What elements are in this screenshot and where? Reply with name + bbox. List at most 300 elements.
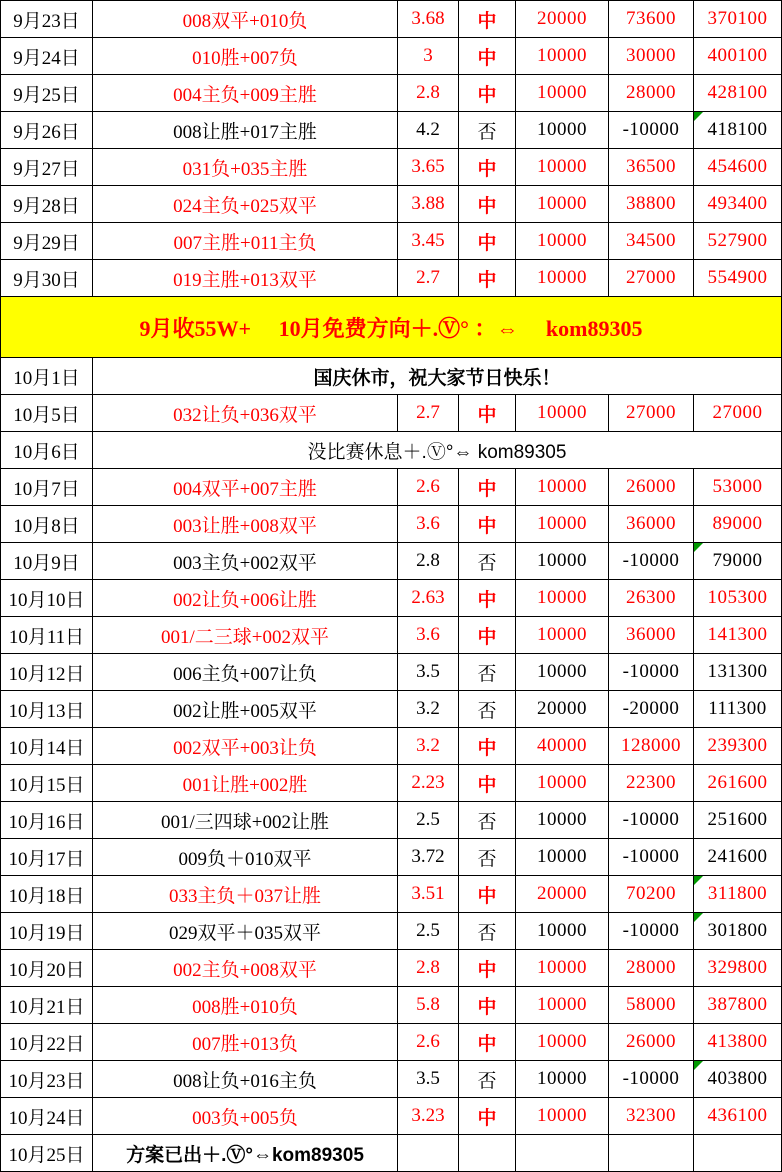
total-cell xyxy=(694,38,782,75)
odds-cell xyxy=(398,1,459,38)
profit-cell xyxy=(609,987,694,1024)
result-cell xyxy=(459,223,516,260)
date-cell xyxy=(1,395,93,432)
stake-cell xyxy=(516,839,609,876)
stake-cell xyxy=(516,223,609,260)
total-cell xyxy=(694,186,782,223)
odds-cell-text: 3.65 xyxy=(411,156,445,177)
stake-cell-text: 10000 xyxy=(537,661,587,682)
stake-cell xyxy=(516,802,609,839)
stake-cell xyxy=(516,112,609,149)
result-cell xyxy=(459,839,516,876)
total-cell xyxy=(694,617,782,654)
profit-cell xyxy=(609,765,694,802)
pick-cell xyxy=(93,765,398,802)
pick-cell xyxy=(93,802,398,839)
table-row xyxy=(1,839,782,876)
odds-cell-text: 2.5 xyxy=(416,920,440,941)
result-cell-text: 中 xyxy=(477,1107,497,1129)
odds-cell xyxy=(398,1098,459,1135)
result-cell-text: 中 xyxy=(477,10,497,32)
stake-cell xyxy=(516,728,609,765)
stake-cell xyxy=(516,38,609,75)
odds-cell-text: 3.5 xyxy=(416,661,440,682)
pick-cell xyxy=(93,580,398,617)
total-cell xyxy=(694,728,782,765)
empty-cell xyxy=(694,1135,782,1172)
result-cell-text: 中 xyxy=(477,589,497,611)
pick-cell xyxy=(93,987,398,1024)
profit-cell-text: -10000 xyxy=(622,661,680,682)
result-cell-text: 否 xyxy=(477,663,497,685)
total-cell xyxy=(694,1061,782,1098)
pick-cell-text: 002主负+008双平 xyxy=(173,959,317,981)
pick-cell xyxy=(93,876,398,913)
total-cell xyxy=(694,223,782,260)
pick-cell xyxy=(93,186,398,223)
result-cell-text: 中 xyxy=(477,885,497,907)
pick-cell xyxy=(93,149,398,186)
total-cell xyxy=(694,839,782,876)
date-cell-text: 10月14日 xyxy=(8,737,85,759)
error-flag-triangle-icon xyxy=(694,543,703,552)
date-cell xyxy=(1,950,93,987)
table-row xyxy=(1,913,782,950)
stake-cell-text: 10000 xyxy=(537,772,587,793)
pick-cell-text: 029双平＋035双平 xyxy=(168,922,321,944)
pick-cell-text: 006主负+007让负 xyxy=(173,663,317,685)
date-cell xyxy=(1,543,93,580)
date-cell-text: 10月9日 xyxy=(13,552,80,574)
result-cell xyxy=(459,186,516,223)
total-cell-text: 79000 xyxy=(712,550,763,571)
total-cell-text: 53000 xyxy=(712,476,763,497)
date-cell xyxy=(1,358,93,395)
total-cell xyxy=(694,1024,782,1061)
pick-cell-text: 003让胜+008双平 xyxy=(173,515,317,537)
total-cell xyxy=(694,112,782,149)
pick-cell-text: 031负+035主胜 xyxy=(182,158,308,180)
stake-cell xyxy=(516,580,609,617)
date-cell xyxy=(1,506,93,543)
stake-cell-text: 20000 xyxy=(537,698,587,719)
result-cell-text: 中 xyxy=(477,1033,497,1055)
date-cell-text: 10月19日 xyxy=(8,922,85,944)
date-cell xyxy=(1,1,93,38)
date-cell-text: 10月6日 xyxy=(13,441,80,463)
date-cell xyxy=(1,432,93,469)
empty-cell xyxy=(398,1135,459,1172)
result-cell xyxy=(459,802,516,839)
profit-cell xyxy=(609,1061,694,1098)
stake-cell-text: 10000 xyxy=(537,476,587,497)
stake-cell-text: 10000 xyxy=(537,809,587,830)
profit-cell-text: 32300 xyxy=(626,1105,676,1126)
pick-cell xyxy=(93,543,398,580)
total-cell-text: 370100 xyxy=(707,8,768,29)
profit-cell xyxy=(609,149,694,186)
date-cell xyxy=(1,654,93,691)
pick-cell xyxy=(93,223,398,260)
date-cell xyxy=(1,580,93,617)
total-cell xyxy=(694,950,782,987)
table-row xyxy=(1,432,782,469)
odds-cell-text: 3.2 xyxy=(416,735,440,756)
date-cell-text: 9月23日 xyxy=(13,10,80,32)
table-row xyxy=(1,876,782,913)
stake-cell xyxy=(516,691,609,728)
total-cell-text: 454600 xyxy=(707,156,768,177)
pick-cell xyxy=(93,1061,398,1098)
result-cell xyxy=(459,75,516,112)
odds-cell-text: 3.72 xyxy=(411,846,445,867)
profit-cell xyxy=(609,112,694,149)
pick-cell-text: 007主胜+011主负 xyxy=(173,232,317,254)
result-cell-text: 中 xyxy=(477,47,497,69)
result-cell xyxy=(459,987,516,1024)
promo-banner-text: 9月收55W+ 10月免费方向＋.Ⓥ° ：⇔ kom89305 xyxy=(139,315,643,341)
pick-cell xyxy=(93,1098,398,1135)
result-cell-text: 否 xyxy=(477,700,497,722)
total-cell-text: 311800 xyxy=(707,883,768,904)
date-cell-text: 10月25日 xyxy=(8,1144,85,1166)
profit-cell-text: 28000 xyxy=(626,957,676,978)
odds-cell xyxy=(398,987,459,1024)
date-cell-text: 9月29日 xyxy=(13,232,80,254)
profit-cell-text: 27000 xyxy=(626,402,676,423)
date-cell xyxy=(1,617,93,654)
date-cell xyxy=(1,1135,93,1172)
result-cell-text: 否 xyxy=(477,121,497,143)
odds-cell xyxy=(398,876,459,913)
date-cell-text: 10月23日 xyxy=(8,1070,85,1092)
profit-cell xyxy=(609,223,694,260)
profit-cell-text: 58000 xyxy=(626,994,676,1015)
stake-cell xyxy=(516,913,609,950)
result-cell xyxy=(459,149,516,186)
odds-cell-text: 3.5 xyxy=(416,1068,440,1089)
profit-cell xyxy=(609,691,694,728)
date-cell xyxy=(1,75,93,112)
total-cell xyxy=(694,75,782,112)
pick-cell xyxy=(93,38,398,75)
date-cell-text: 10月17日 xyxy=(8,848,85,870)
table-row xyxy=(1,469,782,506)
odds-cell-text: 2.8 xyxy=(416,957,440,978)
result-cell xyxy=(459,112,516,149)
profit-cell xyxy=(609,728,694,765)
total-cell-text: 241600 xyxy=(707,846,768,867)
date-cell-text: 10月18日 xyxy=(8,885,85,907)
stake-cell xyxy=(516,543,609,580)
stake-cell-text: 10000 xyxy=(537,846,587,867)
stake-cell xyxy=(516,469,609,506)
table-row xyxy=(1,987,782,1024)
profit-cell-text: 36000 xyxy=(626,513,676,534)
profit-cell xyxy=(609,1098,694,1135)
stake-cell-text: 10000 xyxy=(537,957,587,978)
result-cell-text: 中 xyxy=(477,626,497,648)
stake-cell xyxy=(516,987,609,1024)
profit-cell-text: 26000 xyxy=(626,476,676,497)
total-cell xyxy=(694,260,782,297)
odds-cell xyxy=(398,950,459,987)
date-cell xyxy=(1,149,93,186)
message-cell-text: 没比赛休息＋.Ⓥ°⇔ kom89305 xyxy=(307,441,567,463)
table-row xyxy=(1,728,782,765)
date-cell-text: 9月28日 xyxy=(13,195,80,217)
odds-cell xyxy=(398,839,459,876)
result-cell-text: 中 xyxy=(477,269,497,291)
pick-cell-text: 001/三四球+002让胜 xyxy=(161,811,329,833)
total-cell-text: 27000 xyxy=(712,402,763,423)
result-cell xyxy=(459,469,516,506)
date-cell-text: 10月21日 xyxy=(8,996,85,1018)
stake-cell xyxy=(516,1024,609,1061)
table-row xyxy=(1,691,782,728)
empty-cell xyxy=(516,1135,609,1172)
date-cell xyxy=(1,728,93,765)
promo-banner xyxy=(1,297,782,358)
pick-cell-text: 001/二三球+002双平 xyxy=(161,626,329,648)
table-row xyxy=(1,950,782,987)
total-cell xyxy=(694,987,782,1024)
date-cell xyxy=(1,112,93,149)
stake-cell-text: 10000 xyxy=(537,82,587,103)
result-cell-text: 中 xyxy=(477,232,497,254)
total-cell-text: 403800 xyxy=(707,1068,768,1089)
odds-cell-text: 2.23 xyxy=(411,772,445,793)
result-cell xyxy=(459,38,516,75)
result-cell xyxy=(459,617,516,654)
profit-cell xyxy=(609,260,694,297)
result-cell-text: 中 xyxy=(477,774,497,796)
total-cell xyxy=(694,1,782,38)
pick-cell-text: 009负＋010双平 xyxy=(178,848,312,870)
total-cell xyxy=(694,580,782,617)
profit-cell xyxy=(609,38,694,75)
date-cell-text: 10月13日 xyxy=(8,700,85,722)
table-row xyxy=(1,186,782,223)
stake-cell xyxy=(516,1098,609,1135)
stake-cell-text: 10000 xyxy=(537,156,587,177)
pick-cell-text: 010胜+007负 xyxy=(192,47,298,69)
profit-cell-text: 30000 xyxy=(626,45,676,66)
stake-cell-text: 40000 xyxy=(537,735,587,756)
profit-cell-text: -10000 xyxy=(622,119,680,140)
profit-cell-text: 36500 xyxy=(626,156,676,177)
table-row xyxy=(1,1024,782,1061)
result-cell xyxy=(459,543,516,580)
pick-cell xyxy=(93,654,398,691)
pick-cell-text: 008让负+016主负 xyxy=(173,1070,317,1092)
date-cell xyxy=(1,260,93,297)
stake-cell xyxy=(516,149,609,186)
stake-cell-text: 20000 xyxy=(537,883,587,904)
table-row xyxy=(1,75,782,112)
odds-cell-text: 3.51 xyxy=(411,883,445,904)
result-cell xyxy=(459,506,516,543)
total-cell xyxy=(694,469,782,506)
stake-cell xyxy=(516,876,609,913)
plan-note-cell-text: 方案已出＋.Ⓥ°⇔kom89305 xyxy=(126,1144,364,1166)
odds-cell xyxy=(398,543,459,580)
total-cell-text: 301800 xyxy=(707,920,768,941)
pick-cell-text: 003主负+002双平 xyxy=(173,552,317,574)
stake-cell-text: 20000 xyxy=(537,8,587,29)
stake-cell-text: 10000 xyxy=(537,513,587,534)
pick-cell xyxy=(93,469,398,506)
error-flag-triangle-icon xyxy=(694,112,703,121)
result-cell xyxy=(459,765,516,802)
pick-cell-text: 019主胜+013双平 xyxy=(173,269,317,291)
date-cell xyxy=(1,469,93,506)
profit-cell xyxy=(609,395,694,432)
profit-cell-text: -10000 xyxy=(622,809,680,830)
profit-cell-text: 70200 xyxy=(626,883,676,904)
stake-cell-text: 10000 xyxy=(537,267,587,288)
profit-cell-text: 73600 xyxy=(626,8,676,29)
result-cell-text: 否 xyxy=(477,922,497,944)
odds-cell-text: 4.2 xyxy=(416,119,440,140)
table-row xyxy=(1,260,782,297)
result-cell-text: 否 xyxy=(477,552,497,574)
total-cell-text: 251600 xyxy=(707,809,768,830)
result-cell xyxy=(459,1061,516,1098)
stake-cell xyxy=(516,765,609,802)
total-cell-text: 413800 xyxy=(707,1031,768,1052)
table-row xyxy=(1,654,782,691)
odds-cell-text: 2.7 xyxy=(416,267,440,288)
result-cell-text: 中 xyxy=(477,737,497,759)
table-row xyxy=(1,802,782,839)
result-cell xyxy=(459,1,516,38)
date-cell-text: 10月12日 xyxy=(8,663,85,685)
total-cell-text: 89000 xyxy=(712,513,763,534)
stake-cell-text: 10000 xyxy=(537,624,587,645)
error-flag-triangle-icon xyxy=(694,1061,703,1070)
date-cell xyxy=(1,186,93,223)
date-cell-text: 10月11日 xyxy=(8,626,85,648)
profit-cell-text: -10000 xyxy=(622,1068,680,1089)
date-cell-text: 9月26日 xyxy=(13,121,80,143)
odds-cell xyxy=(398,149,459,186)
result-cell xyxy=(459,395,516,432)
result-cell-text: 中 xyxy=(477,478,497,500)
pick-cell-text: 002双平+003让负 xyxy=(173,737,317,759)
odds-cell xyxy=(398,1061,459,1098)
date-cell-text: 9月24日 xyxy=(13,47,80,69)
total-cell xyxy=(694,395,782,432)
total-cell-text: 400100 xyxy=(707,45,768,66)
odds-cell-text: 2.8 xyxy=(416,550,440,571)
date-cell-text: 10月5日 xyxy=(13,404,80,426)
stake-cell xyxy=(516,395,609,432)
profit-cell-text: -20000 xyxy=(622,698,680,719)
odds-cell xyxy=(398,654,459,691)
date-cell xyxy=(1,765,93,802)
total-cell-text: 329800 xyxy=(707,957,768,978)
date-cell xyxy=(1,839,93,876)
table-row xyxy=(1,506,782,543)
result-cell xyxy=(459,728,516,765)
error-flag-triangle-icon xyxy=(694,876,703,885)
total-cell-text: 554900 xyxy=(707,267,768,288)
pick-cell xyxy=(93,913,398,950)
total-cell-text: 239300 xyxy=(707,735,768,756)
table-row xyxy=(1,1098,782,1135)
pick-cell-text: 007胜+013负 xyxy=(192,1033,298,1055)
total-cell xyxy=(694,1098,782,1135)
stake-cell-text: 10000 xyxy=(537,920,587,941)
total-cell xyxy=(694,691,782,728)
pick-cell-text: 001让胜+002胜 xyxy=(182,774,308,796)
result-cell-text: 否 xyxy=(477,811,497,833)
promo-banner-row xyxy=(1,297,782,358)
date-cell xyxy=(1,691,93,728)
result-cell xyxy=(459,950,516,987)
result-cell-text: 中 xyxy=(477,84,497,106)
stake-cell-text: 10000 xyxy=(537,45,587,66)
pick-cell-text: 008双平+010负 xyxy=(182,10,308,32)
total-cell-text: 261600 xyxy=(707,772,768,793)
date-cell-text: 10月22日 xyxy=(8,1033,85,1055)
odds-cell xyxy=(398,469,459,506)
message-cell xyxy=(93,432,782,469)
odds-cell-text: 3.23 xyxy=(411,1105,445,1126)
profit-cell-text: 34500 xyxy=(626,230,676,251)
pick-cell xyxy=(93,112,398,149)
message-cell-text: 国庆休市，祝大家节日快乐！ xyxy=(313,367,561,389)
date-cell xyxy=(1,876,93,913)
error-flag-triangle-icon xyxy=(694,913,703,922)
odds-cell xyxy=(398,728,459,765)
odds-cell xyxy=(398,75,459,112)
date-cell xyxy=(1,223,93,260)
total-cell-text: 387800 xyxy=(707,994,768,1015)
stake-cell-text: 10000 xyxy=(537,994,587,1015)
date-cell-text: 10月16日 xyxy=(8,811,85,833)
profit-cell-text: 26000 xyxy=(626,1031,676,1052)
total-cell xyxy=(694,802,782,839)
total-cell-text: 428100 xyxy=(707,82,768,103)
profit-cell xyxy=(609,839,694,876)
date-cell-text: 10月7日 xyxy=(13,478,80,500)
stake-cell xyxy=(516,950,609,987)
date-cell-text: 10月8日 xyxy=(13,515,80,537)
profit-cell xyxy=(609,1,694,38)
date-cell-text: 10月15日 xyxy=(8,774,85,796)
result-cell-text: 否 xyxy=(477,1070,497,1092)
stake-cell-text: 10000 xyxy=(537,1105,587,1126)
pick-cell-text: 002让胜+005双平 xyxy=(173,700,317,722)
result-cell-text: 中 xyxy=(477,996,497,1018)
odds-cell xyxy=(398,913,459,950)
odds-cell xyxy=(398,765,459,802)
stake-cell-text: 10000 xyxy=(537,550,587,571)
odds-cell xyxy=(398,802,459,839)
date-cell xyxy=(1,1098,93,1135)
stake-cell-text: 10000 xyxy=(537,193,587,214)
date-cell xyxy=(1,1061,93,1098)
stake-cell xyxy=(516,654,609,691)
profit-cell xyxy=(609,913,694,950)
total-cell-text: 418100 xyxy=(707,119,768,140)
date-cell-text: 9月25日 xyxy=(13,84,80,106)
date-cell-text: 10月10日 xyxy=(8,589,85,611)
total-cell-text: 436100 xyxy=(707,1105,768,1126)
table-row xyxy=(1,1061,782,1098)
